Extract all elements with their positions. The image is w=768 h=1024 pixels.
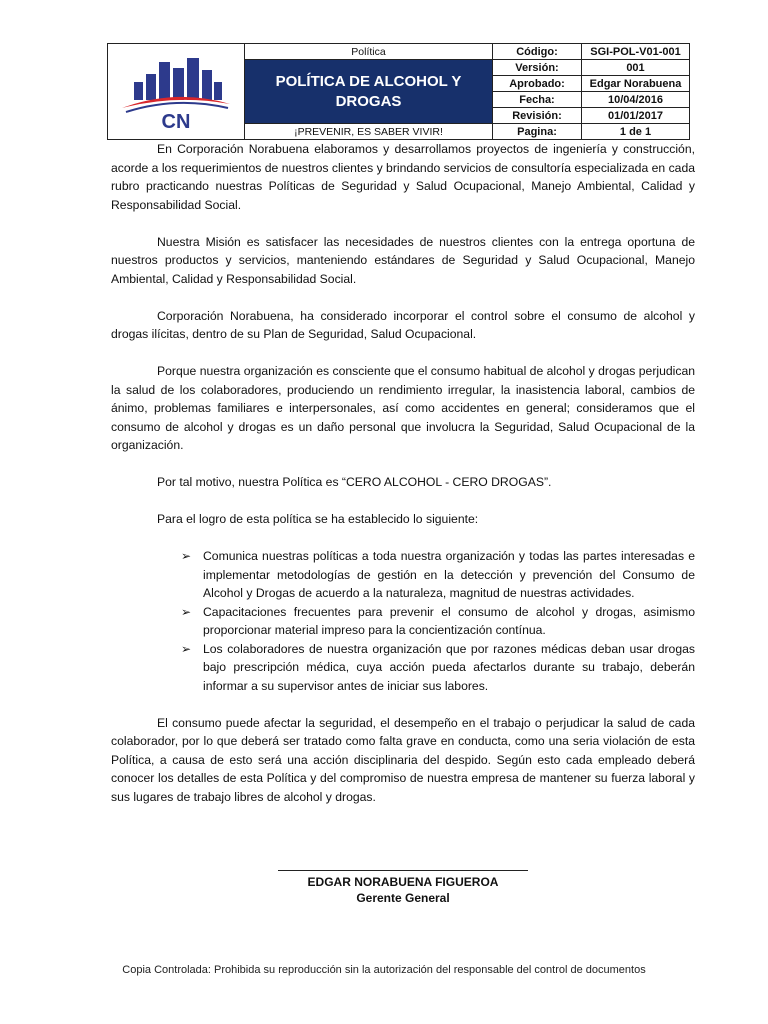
field-value: SGI-POL-V01-001 <box>582 44 690 60</box>
list-item <box>181 640 695 696</box>
svg-text:CN: CN <box>161 110 191 132</box>
field-value: 01/01/2017 <box>582 108 690 124</box>
paragraph: Por tal motivo, nuestra Política es “CERO ALCOHOL - CERO DROGAS”. <box>157 475 552 489</box>
document-header <box>107 43 690 140</box>
signatory-name: EDGAR NORABUENA FIGUEROA <box>307 875 499 889</box>
signature-block <box>278 870 528 906</box>
field-label: Revisión: <box>493 108 582 124</box>
field-label: Versión: <box>493 60 582 76</box>
paragraph: Para el logro de esta política se ha establecido lo siguiente: <box>157 512 479 526</box>
paragraph: Porque nuestra organización es consciente que el consumo habitual de alcohol y drogas perjudican la salud de los colaboradores, produciendo un rendimiento irregular, la inasistencia laboral, cambios de ánimo, problemas familiares e interpersonales, así como accidentes en general; consideramos que el consumo de alcohol y drogas es un daño personal que involucra la Seguridad, Salud Ocupacional de la organización. <box>111 364 695 452</box>
list-item <box>181 547 695 603</box>
paragraph: El consumo puede afectar la seguridad, el desempeño en el trabajo o perjudicar la salud de cada colaborador, por lo que deberá ser tratado como falta grave en conducta, como una seria violación de esta Política, a causa de esto será una acción disciplinaria del despido. Según esto cada empleado deberá conocer los detalles de esta Política y del compromiso de nuestra empresa de mantener su fuerza laboral y sus lugares de trabajo libres de alcohol y drogas. <box>111 715 695 804</box>
company-logo <box>108 44 245 140</box>
footer-note: Copia Controlada: Prohibida su reproducción sin la autorización del responsable del control de documentos <box>122 964 646 976</box>
paragraph: En Corporación Norabuena elaboramos y desarrollamos proyectos de ingeniería y construcción, acorde a los requerimientos de nuestros clientes y brindando servicios de consultoría especializada en cada rubro practicando nuestras Políticas de Seguridad y Salud Ocupacional, Manejo Ambiental, Calidad y Responsabilidad Social. <box>111 142 695 212</box>
list-item-text: Los colaboradores de nuestra organización que por razones médicas deban usar drogas bajo prescripción médica, cuya acción pueda afectarlos durante su trabajo, deberán informar a su supervisor antes de iniciar sus labores. <box>203 641 695 693</box>
field-value: 1 de 1 <box>582 124 690 140</box>
header-slogan: ¡PREVENIR, ES SABER VIVIR! <box>245 124 493 140</box>
signature-line <box>278 870 528 871</box>
arrow-bullet-icon: ➢ <box>181 549 192 563</box>
document-title: POLÍTICA DE ALCOHOL Y DROGAS <box>245 60 493 124</box>
signatory-role: Gerente General <box>356 891 450 905</box>
logo-buildings-icon <box>116 52 236 132</box>
list-item <box>181 603 695 640</box>
field-label: Aprobado: <box>493 76 582 92</box>
field-value: 001 <box>582 60 690 76</box>
arrow-bullet-icon: ➢ <box>181 641 192 656</box>
policy-list <box>111 547 695 695</box>
field-label: Fecha: <box>493 92 582 108</box>
arrow-bullet-icon: ➢ <box>181 604 192 619</box>
field-label: Pagina: <box>493 124 582 140</box>
paragraph: Nuestra Misión es satisfacer las necesidades de nuestros clientes con la entrega oportuna de nuestros productos y servicios, manteniendo estándares de Seguridad y Salud Ocupacional, Manejo Ambiental, Calidad y Responsabilidad Social. <box>111 234 695 286</box>
list-item-text: Capacitaciones frecuentes para prevenir el consumo de alcohol y drogas, asimismo proporcionar material impreso para la concientización contínua. <box>203 604 695 637</box>
paragraph: Corporación Norabuena, ha considerado incorporar el control sobre el consumo de alcohol y drogas ilícitas, dentro de su Plan de Seguridad, Salud Ocupacional. <box>111 308 695 341</box>
list-item-text: Comunica nuestras políticas a toda nuestra organización y todas las partes interesadas e implementar metodologías de gestión en la detección y prevención del Consumo de Alcohol y Drogas de acuerdo a la naturaleza, magnitud de nuestras actividades. <box>203 549 695 600</box>
field-value: 10/04/2016 <box>582 92 690 108</box>
field-label: Código: <box>493 44 582 60</box>
header-top-label: Política <box>245 44 493 60</box>
document-body <box>111 140 695 825</box>
field-value: Edgar Norabuena <box>582 76 690 92</box>
